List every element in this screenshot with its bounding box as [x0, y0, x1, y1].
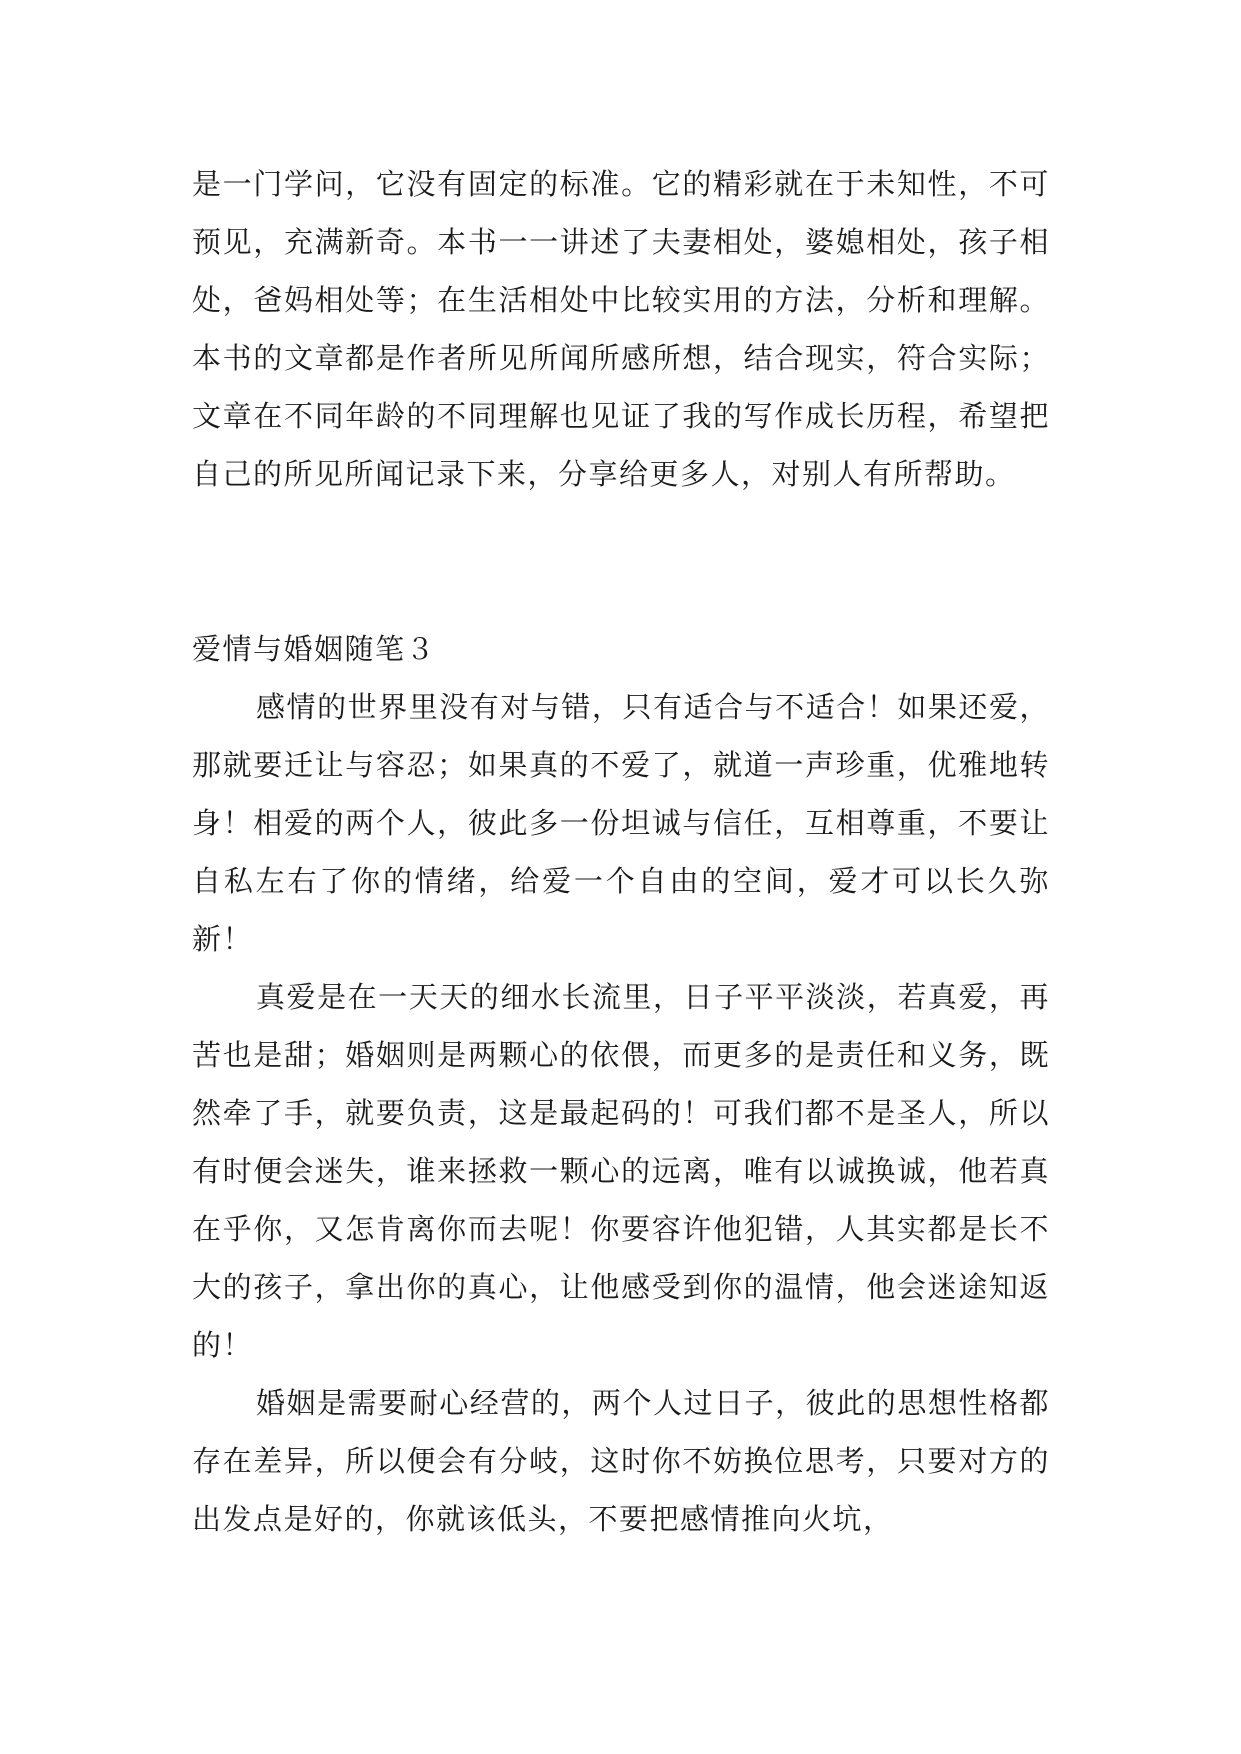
body-paragraph: 婚姻是需要耐心经营的，两个人过日子，彼此的思想性格都存在差异，所以便会有分岐，这时你不妨换位思考，只要对方的出发点是好的，你就该低头，不要把感情推向火坑，	[192, 1386, 1050, 1536]
body-paragraph: 感情的世界里没有对与错，只有适合与不适合！如果还爱，那就要迁让与容忍；如果真的不爱了，就道一声珍重，优雅地转身！相爱的两个人，彼此多一份坦诚与信任，互相尊重，不要让自私左右了你的情绪，给爱一个自由的空间，爱才可以长久弥新！	[192, 690, 1050, 956]
intro-paragraph: 是一门学问，它没有固定的标准。它的精彩就在于未知性，不可预见，充满新奇。本书一一讲述了夫妻相处，婆媳相处，孩子相处，爸妈相处等；在生活相处中比较实用的方法，分析和理解。 本书的文章都是作者所见所闻所感所想，结合现实，符合实际；文章在不同年龄的不同理解也见证了我的写作成长历程，希望把自己的所见所闻记录下来，分享给更多人，对别人有所帮助。	[192, 167, 1050, 491]
section-heading: 爱情与婚姻随笔３	[192, 632, 437, 666]
body-paragraph: 真爱是在一天天的细水长流里，日子平平淡淡，若真爱，再苦也是甜；婚姻则是两颗心的依偎，而更多的是责任和义务，既然牵了手，就要负责，这是最起码的！可我们都不是圣人，所以有时便会迷失，谁来拯救一颗心的远离，唯有以诚换诚，他若真在乎你，又怎肯离你而去呢！你要容许他犯错，人其实都是长不大的孩子，拿出你的真心，让他感受到你的温情，他会迷途知返的！	[192, 980, 1050, 1362]
